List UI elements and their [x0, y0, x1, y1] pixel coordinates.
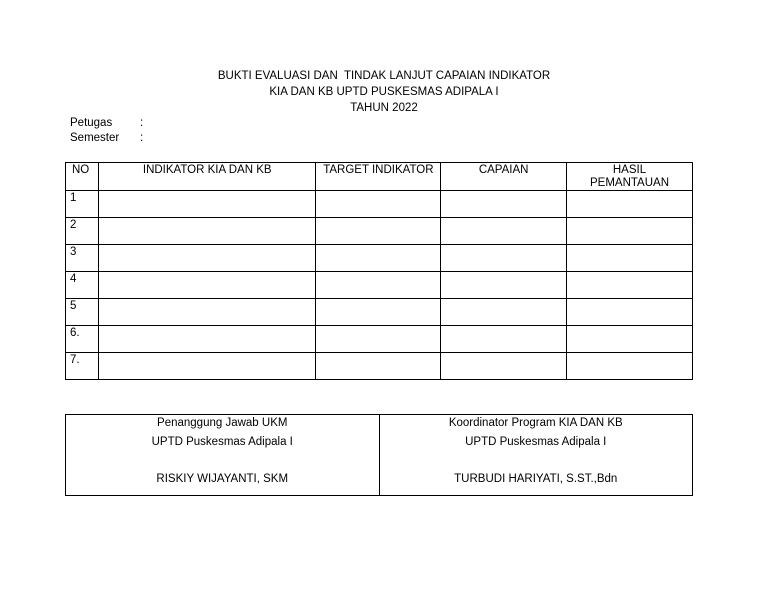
- target-cell[interactable]: [316, 191, 441, 218]
- signature-left: [66, 415, 380, 496]
- signature-right-org: UPTD Puskesmas Adipala I: [465, 436, 607, 448]
- row-number: 7.: [66, 353, 99, 380]
- title-line-2: KIA DAN KB UPTD PUSKESMAS ADIPALA I: [269, 86, 499, 98]
- indicator-table: [65, 162, 693, 380]
- capaian-cell[interactable]: [441, 299, 567, 326]
- header-indikator: INDIKATOR KIA DAN KB: [98, 163, 316, 191]
- hasil-cell[interactable]: [567, 245, 693, 272]
- semester-row: [70, 131, 143, 145]
- row-number: 6.: [66, 326, 99, 353]
- hasil-cell[interactable]: [567, 353, 693, 380]
- capaian-cell[interactable]: [441, 326, 567, 353]
- row-number: 3: [66, 245, 99, 272]
- hasil-cell[interactable]: [567, 272, 693, 299]
- header-hasil: HASIL PEMANTAUAN: [567, 163, 693, 191]
- target-cell[interactable]: [316, 353, 441, 380]
- petugas-row: [70, 116, 143, 130]
- signature-left-org: UPTD Puskesmas Adipala I: [151, 436, 293, 448]
- indikator-cell[interactable]: [98, 272, 316, 299]
- indikator-cell[interactable]: [98, 218, 316, 245]
- target-cell[interactable]: [316, 272, 441, 299]
- capaian-cell[interactable]: [441, 191, 567, 218]
- petugas-label: Petugas: [70, 117, 113, 129]
- table-header-row: [66, 163, 693, 191]
- target-cell[interactable]: [316, 299, 441, 326]
- target-cell[interactable]: [316, 245, 441, 272]
- hasil-cell[interactable]: [567, 326, 693, 353]
- signature-right-role: Koordinator Program KIA DAN KB: [448, 417, 623, 429]
- indikator-cell[interactable]: [98, 326, 316, 353]
- document-title: [0, 68, 768, 116]
- indikator-cell[interactable]: [98, 299, 316, 326]
- title-line-1: BUKTI EVALUASI DAN TINDAK LANJUT CAPAIAN INDIKATOR: [217, 70, 551, 82]
- semester-label: Semester: [70, 132, 120, 144]
- table-row: [66, 218, 693, 245]
- capaian-cell[interactable]: [441, 245, 567, 272]
- capaian-cell[interactable]: [441, 272, 567, 299]
- target-cell[interactable]: [316, 326, 441, 353]
- capaian-cell[interactable]: [441, 353, 567, 380]
- table-row: [66, 326, 693, 353]
- indikator-cell[interactable]: [98, 191, 316, 218]
- signature-right: [379, 415, 693, 496]
- petugas-colon: :: [140, 117, 144, 129]
- table-row: [66, 245, 693, 272]
- target-cell[interactable]: [316, 218, 441, 245]
- table-row: [66, 191, 693, 218]
- header-target: TARGET INDIKATOR: [316, 163, 441, 191]
- header-capaian: CAPAIAN: [441, 163, 567, 191]
- table-row: [66, 353, 693, 380]
- header-no: NO: [66, 163, 99, 191]
- signature-left-name: RISKIY WIJAYANTI, SKM: [156, 473, 289, 485]
- row-number: 4: [66, 272, 99, 299]
- hasil-cell[interactable]: [567, 218, 693, 245]
- table-row: [66, 299, 693, 326]
- semester-colon: :: [140, 132, 144, 144]
- row-number: 1: [66, 191, 99, 218]
- signature-table: [65, 414, 693, 496]
- table-row: [66, 272, 693, 299]
- signature-right-name: TURBUDI HARIYATI, S.ST.,Bdn: [454, 473, 618, 485]
- indikator-cell[interactable]: [98, 353, 316, 380]
- row-number: 5: [66, 299, 99, 326]
- indikator-cell[interactable]: [98, 245, 316, 272]
- row-number: 2: [66, 218, 99, 245]
- hasil-cell[interactable]: [567, 191, 693, 218]
- hasil-cell[interactable]: [567, 299, 693, 326]
- signature-left-role: Penanggung Jawab UKM: [157, 417, 288, 429]
- capaian-cell[interactable]: [441, 218, 567, 245]
- title-line-3: TAHUN 2022: [350, 102, 418, 114]
